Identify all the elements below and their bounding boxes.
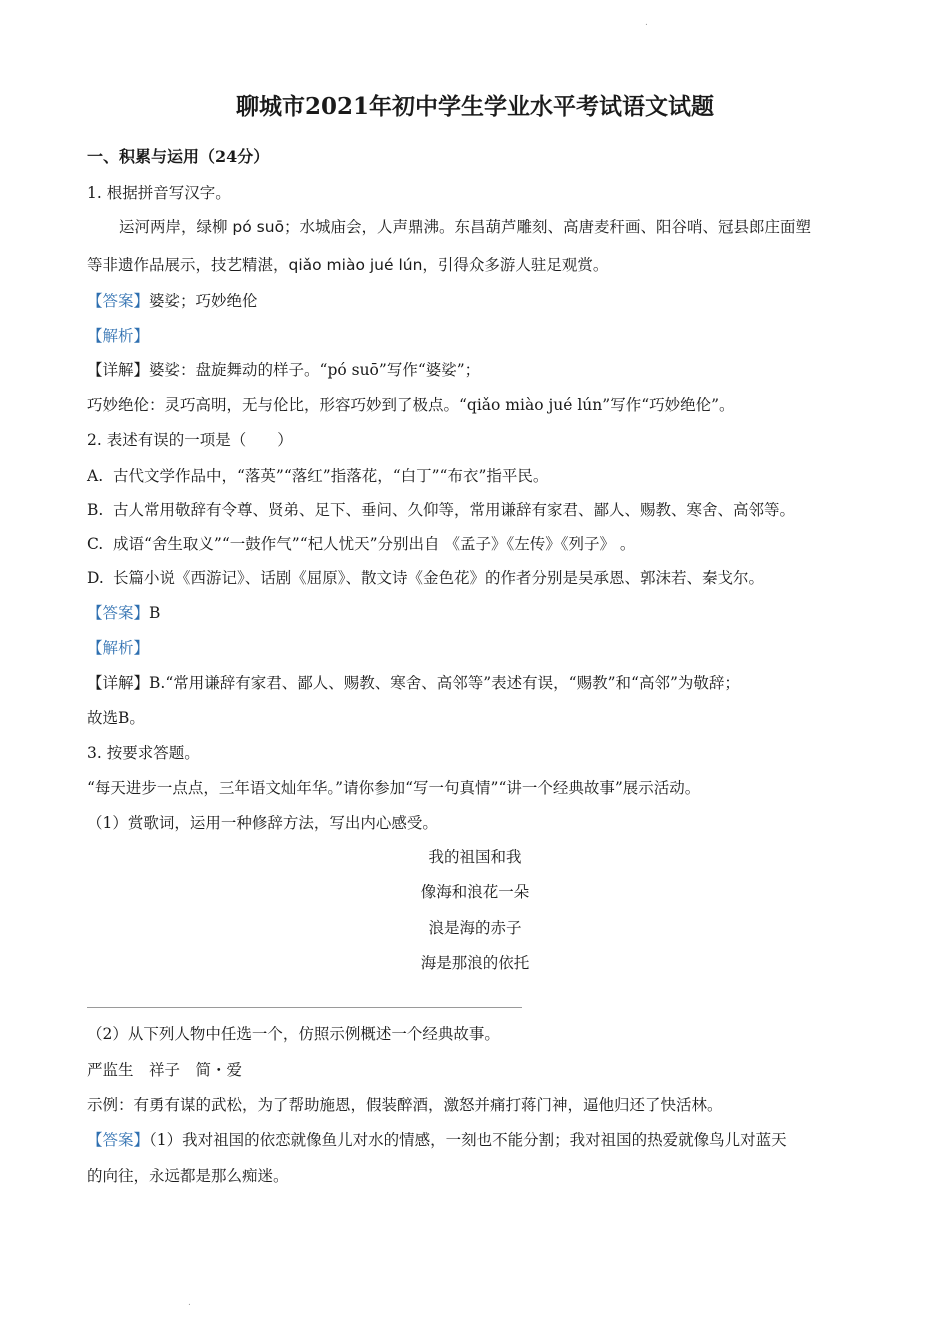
footer-dot: . (188, 1298, 191, 1308)
q2-option-b (87, 499, 870, 521)
q2-detail-line1 (87, 672, 870, 694)
q1-analysis-tag: 【解析】 (87, 327, 150, 345)
q1-answer (87, 290, 870, 312)
divider-line (87, 1007, 522, 1008)
detail-text: B.“常用谦辞有家君、鄙人、赐教、寒舍、高邻等”表述有误，“赐教”和“高邻”为敬辞； (149, 674, 740, 692)
option-text: 古代文学作品中，“落英”“落红”指落花，“白丁”“布衣”指平民。 (113, 467, 549, 485)
q2-option-d (87, 567, 870, 589)
detail-text: 婆娑：盘旋舞动的样子。“pó suō”写作“婆娑”； (149, 361, 481, 379)
q1-passage-line1: 运河两岸，绿柳 pó suō；水城庙会，人声鼎沸。东昌葫芦雕刻、高唐麦秆画、阳谷哨、冠县郎庄面塑 (119, 218, 812, 236)
q3-answer-line1 (87, 1129, 870, 1151)
answer-tag: 【答案】 (87, 604, 150, 622)
poem-line: 浪是海的赤子 (428, 919, 522, 937)
q3-answer-line2: 的向往，永远都是那么痴迷。 (87, 1167, 289, 1185)
page-title: 聊城市2021年初中学生学业水平考试语文试题 (235, 93, 714, 120)
q3-intro: “每天进步一点点，三年语文灿年华。”请你参加“写一句真情”“讲一个经典故事”展示活动。 (87, 779, 701, 797)
q2-option-c (87, 533, 870, 555)
option-label: C. (87, 535, 104, 553)
option-text: 长篇小说《西游记》、话剧《屈原》、散文诗《金色花》的作者分别是吴承恩、郭沫若、秦戈尔。 (113, 569, 765, 587)
header-dot: . (645, 18, 648, 28)
poem-line: 我的祖国和我 (428, 848, 522, 866)
poem-line: 海是那浪的依托 (420, 954, 530, 972)
answer-text: （1）我对祖国的依恋就像鱼儿对水的情感，一刻也不能分割；我对祖国的热爱就像鸟儿对蓝天 (149, 1131, 787, 1149)
q3-example: 示例：有勇有谋的武松，为了帮助施恩，假装醉酒，激怒并痛打蒋门神，逼他归还了快活林。 (87, 1096, 723, 1114)
option-label: B. (87, 501, 104, 519)
option-text: 古人常用敬辞有令尊、贤弟、足下、垂问、久仰等，常用谦辞有家君、鄙人、赐教、寒舍、高邻等。 (113, 501, 796, 519)
option-text: 成语“舍生取义”“一鼓作气”“杞人忧天”分别出自 《孟子》《左传》《列子》 。 (113, 535, 636, 553)
q3-sub2: （2）从下列人物中任选一个，仿照示例概述一个经典故事。 (87, 1025, 500, 1043)
q3-stem: 3. 按要求答题。 (87, 744, 200, 762)
q2-answer (87, 602, 870, 624)
q3-characters: 严监生 祥子 简・爱 (87, 1061, 243, 1079)
q1-stem: 1. 根据拼音写汉字。 (87, 184, 231, 202)
q1-passage-line2: 等非遗作品展示，技艺精湛，qiǎo miào jué lún，引得众多游人驻足观赏。 (87, 256, 609, 274)
answer-tag: 【答案】 (87, 292, 150, 310)
q2-option-a (87, 465, 870, 487)
answer-text: 婆娑；巧妙绝伦 (149, 292, 258, 310)
section-heading: 一、积累与运用（24分） (87, 147, 270, 166)
poem-line: 像海和浪花一朵 (420, 883, 530, 901)
detail-tag: 【详解】 (87, 674, 150, 692)
q2-analysis-tag: 【解析】 (87, 639, 150, 657)
q2-detail-line2: 故选B。 (87, 709, 145, 727)
q1-detail-line2: 巧妙绝伦：灵巧高明，无与伦比，形容巧妙到了极点。“qiǎo miào jué lún”写作“巧妙绝伦”。 (87, 396, 735, 414)
q1-detail-line1 (87, 359, 870, 381)
option-label: D. (87, 569, 104, 587)
detail-tag: 【详解】 (87, 361, 150, 379)
q3-sub1: （1）赏歌词，运用一种修辞方法，写出内心感受。 (87, 814, 438, 832)
q2-stem: 2. 表述有误的一项是（ ） (87, 431, 293, 449)
option-label: A. (87, 467, 104, 485)
answer-tag: 【答案】 (87, 1131, 150, 1149)
answer-text: B (149, 604, 161, 622)
